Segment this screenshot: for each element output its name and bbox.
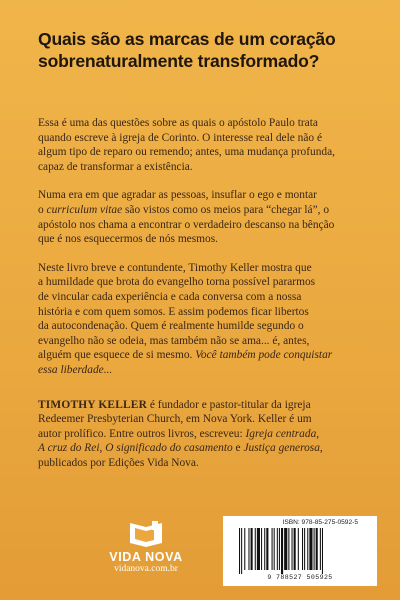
text-line: a humildade que brota do evangelho torna possível pararmos [38, 276, 316, 289]
back-cover-headline [38, 28, 378, 72]
text-line: que é nos esquecermos de nós mesmos. [38, 233, 218, 246]
barcode-stripe [314, 528, 315, 570]
book-logo-icon [126, 519, 166, 549]
text-line: apóstolo nos chama a encontrar o verdadeiro descanso na bênção [38, 218, 335, 231]
paragraph-intro [38, 116, 370, 174]
barcode-stripe [261, 528, 262, 570]
text-line: de vincular cada experiência e cada conversa com a nossa [38, 290, 302, 303]
italic-phrase: Você também pode conquistar [195, 349, 333, 362]
text-line: Numa era em que agradar as pessoas, insuflar o ego e montar [38, 189, 317, 202]
text-line: da autocondenação. Quem é realmente humilde segundo o [38, 320, 304, 333]
publisher-logo [96, 519, 196, 574]
barcode-stripe [302, 528, 303, 570]
text-line [38, 427, 370, 442]
barcode-stripe [239, 528, 240, 574]
barcode-label [223, 516, 377, 586]
barcode-stripe [320, 528, 321, 570]
barcode-stripe [284, 528, 287, 570]
barcode-stripe [322, 528, 323, 574]
barcode-stripe [307, 528, 308, 570]
text-line [38, 363, 370, 378]
barcode-stripe [304, 528, 305, 570]
author-name: TIMOTHY KELLER [38, 398, 148, 411]
text-line: Essa é uma das questões sobre as quais o apóstolo Paulo trata [38, 117, 318, 129]
publisher-url: vidanova.com.br [114, 564, 178, 574]
barcode-stripe [309, 528, 312, 570]
text-line [38, 348, 370, 363]
barcode-stripe [255, 528, 256, 570]
text-fragment: autor prolífico. Entre outros livros, escreveu: [38, 427, 246, 440]
isbn-text: ISBN: 978-85-275-0592-5 [282, 519, 358, 526]
text-line [38, 203, 370, 218]
text-line: evangelho não se odeia, mas também não se ama... é, antes, [38, 334, 310, 347]
text-fragment: , [99, 442, 106, 455]
synopsis-text [38, 116, 370, 484]
text-fragment: alguém que esquece de si mesmo. [38, 349, 196, 362]
barcode-stripe [292, 528, 293, 570]
barcode-stripe [298, 528, 299, 570]
barcode-stripe [244, 528, 245, 570]
text-line: quando escreve à igreja de Corinto. O interesse real dele não é [38, 131, 323, 144]
book-title: O significado do casamento [105, 442, 233, 455]
text-line [38, 398, 370, 413]
barcode-stripe [279, 528, 280, 570]
text-line: publicados por Edições Vida Nova. [38, 456, 199, 469]
barcode-stripe [274, 528, 275, 570]
barcode-stripe [248, 528, 249, 570]
text-fragment: e [232, 442, 244, 455]
paragraph-summary [38, 261, 370, 378]
book-title: A cruz do Rei [38, 442, 100, 455]
text-fragment: , [319, 442, 323, 455]
barcode-stripe [257, 528, 260, 570]
text-line: Neste livro breve e contundente, Timothy Keller mostra que [38, 261, 312, 274]
barcode-stripe [264, 528, 265, 570]
barcode-stripe [288, 528, 289, 570]
text-line: algum tipo de reparo ou remendo; antes, uma mudança profunda, [38, 146, 336, 159]
text-line: capaz de transformar a existência. [38, 160, 193, 173]
barcode-stripe [294, 528, 296, 570]
text-line: história e com quem somos. E assim podemos ficar libertos [38, 305, 309, 318]
book-title: Igreja centrada, [245, 427, 320, 440]
italic-phrase: essa liberdade... [38, 363, 113, 376]
text-line [38, 441, 370, 456]
barcode-stripe [241, 528, 242, 574]
barcode-number: 9 788527 505925 [267, 574, 333, 581]
text-fragment: o [38, 203, 47, 216]
barcode-icon [235, 528, 365, 574]
publisher-name: VIDA NOVA [109, 550, 183, 564]
barcode-stripe [266, 528, 268, 570]
paragraph-era [38, 188, 370, 246]
headline-line-1: Quais são as marcas de um coração [38, 29, 336, 49]
italic-term: curriculum vitae [46, 203, 123, 216]
barcode-stripe [251, 528, 253, 570]
headline-line-2: sobrenaturalmente transformado? [38, 51, 320, 71]
text-fragment: é fundador e pastor-titular da igreja [147, 398, 311, 411]
barcode-stripe [277, 528, 278, 570]
author-bio [38, 398, 370, 471]
text-line: Redeemer Presbyterian Church, em Nova York. Keller é um [38, 413, 312, 426]
barcode-stripe [316, 528, 318, 570]
barcode-stripe [281, 528, 283, 574]
text-fragment: são vistos como os meios para “chegar lá”, o [122, 203, 330, 216]
book-title: Justiça generosa [243, 442, 320, 455]
barcode-stripe [272, 528, 273, 570]
